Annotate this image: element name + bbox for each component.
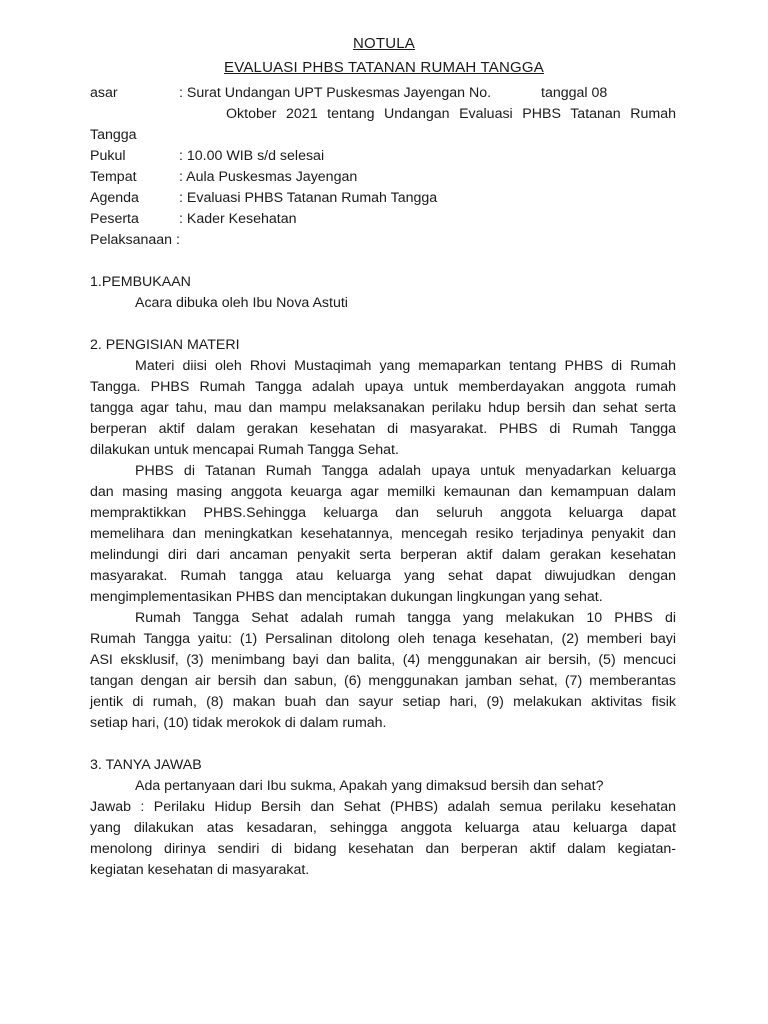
dasar-date: tanggal 08 bbox=[541, 85, 608, 101]
dasar-value-end: Tangga bbox=[90, 127, 137, 143]
materi-p3-line: ASI eksklusif, (3) menimbang bayi dan balita, (4) menggunakan air bersih, (5) mencuci bbox=[90, 652, 676, 668]
materi-p3-line: Rumah Tangga Sehat adalah rumah tangga yang melakukan 10 PHBS di bbox=[135, 610, 676, 626]
materi-p2-line: mengimplementasikan PHBS dan menciptakan dukungan lingkungan yang sehat. bbox=[90, 589, 603, 605]
dasar-label: asar bbox=[90, 85, 118, 101]
materi-p2-line: PHBS di Tatanan Rumah Tangga adalah upaya untuk menyadarkan keluarga bbox=[135, 463, 676, 479]
tanya-jawab-question: Ada pertanyaan dari Ibu sukma, Apakah yang dimaksud bersih dan sehat? bbox=[135, 778, 604, 794]
agenda-label: Agenda bbox=[90, 190, 139, 206]
pelaksanaan-label: Pelaksanaan : bbox=[90, 232, 180, 248]
materi-p1-line: tangga agar tahu, mau dan mampu melaksanakan perilaku hdup bersih dan sehat serta bbox=[90, 400, 676, 416]
materi-p1-line: Tangga. PHBS Rumah Tangga adalah upaya untuk memberdayakan anggota rumah bbox=[90, 379, 676, 395]
materi-p3-line: jentik di rumah, (8) makan buah dan sayur setiap hari, (9) melakukan aktivitas fisik bbox=[90, 694, 676, 710]
tempat-label: Tempat bbox=[90, 169, 137, 185]
materi-p1-line: dilakukan untuk mencapai Rumah Tangga Sehat. bbox=[90, 442, 399, 458]
tanya-jawab-answer-line: menolong dirinya sendiri di bidang kesehatan dan berperan aktif dalam kegiatan- bbox=[90, 841, 676, 857]
tanya-jawab-answer-line: kegiatan kesehatan di masyarakat. bbox=[90, 862, 310, 878]
section-heading-tanya-jawab: 3. TANYA JAWAB bbox=[90, 757, 202, 773]
document-title: NOTULA bbox=[352, 35, 416, 52]
agenda-value: : Evaluasi PHBS Tatanan Rumah Tangga bbox=[179, 190, 438, 206]
materi-p3-line: setiap hari, (10) tidak merokok di dalam rumah. bbox=[90, 715, 387, 731]
materi-p2-line: mempraktikkan PHBS.Sehingga keluarga dan seluruh anggota keluarga dapat bbox=[90, 505, 676, 521]
materi-p2-line: dan masing masing anggota keuarga agar memilki kemaunan dan kemampuan dalam bbox=[90, 484, 676, 500]
dasar-value-continued: Oktober 2021 tentang Undangan Evaluasi PHBS Tatanan Rumah bbox=[226, 106, 676, 122]
section-heading-materi: 2. PENGISIAN MATERI bbox=[90, 337, 240, 353]
materi-p2-line: masyarakat. Rumah tangga atau keluarga yang sehat dapat diwujudkan dengan bbox=[90, 568, 676, 584]
materi-p2-line: memelihara dan meningkatkan kesehatannya, mencegah resiko terjadinya penyakit dan bbox=[90, 526, 676, 542]
section-heading-pembukaan: 1.PEMBUKAAN bbox=[90, 274, 191, 290]
materi-p3-line: Rumah Tangga yaitu: (1) Persalinan ditolong oleh tenaga kesehatan, (2) memberi bayi bbox=[90, 631, 676, 647]
peserta-label: Peserta bbox=[90, 211, 139, 227]
peserta-value: : Kader Kesehatan bbox=[179, 211, 297, 227]
materi-p1-line: Materi diisi oleh Rhovi Mustaqimah yang memaparkan tentang PHBS di Rumah bbox=[135, 358, 676, 374]
tempat-value: : Aula Puskesmas Jayengan bbox=[179, 169, 358, 185]
materi-p2-line: melindungi diri dari ancaman penyakit serta berperan aktif dalam gerakan kesehatan bbox=[90, 547, 676, 563]
document-subtitle: EVALUASI PHBS TATANAN RUMAH TANGGA bbox=[224, 59, 544, 76]
dasar-value: : Surat Undangan UPT Puskesmas Jayengan No. bbox=[179, 85, 492, 101]
tanya-jawab-answer-line: yang dilakukan atas kesadaran, sehingga anggota keluarga atau keluarga dapat bbox=[90, 820, 676, 836]
tanya-jawab-answer-line: Jawab : Perilaku Hidup Bersih dan Sehat (PHBS) adalah semua perilaku kesehatan bbox=[90, 799, 676, 815]
pembukaan-text: Acara dibuka oleh Ibu Nova Astuti bbox=[135, 295, 348, 311]
materi-p3-line: tangan dengan air bersih dan sabun, (6) menggunakan jamban sehat, (7) memberantas bbox=[90, 673, 676, 689]
pukul-value: : 10.00 WIB s/d selesai bbox=[179, 148, 325, 164]
pukul-label: Pukul bbox=[90, 148, 126, 164]
materi-p1-line: berperan aktif dalam gerakan kesehatan di masyarakat. PHBS di Rumah Tangga bbox=[90, 421, 676, 437]
